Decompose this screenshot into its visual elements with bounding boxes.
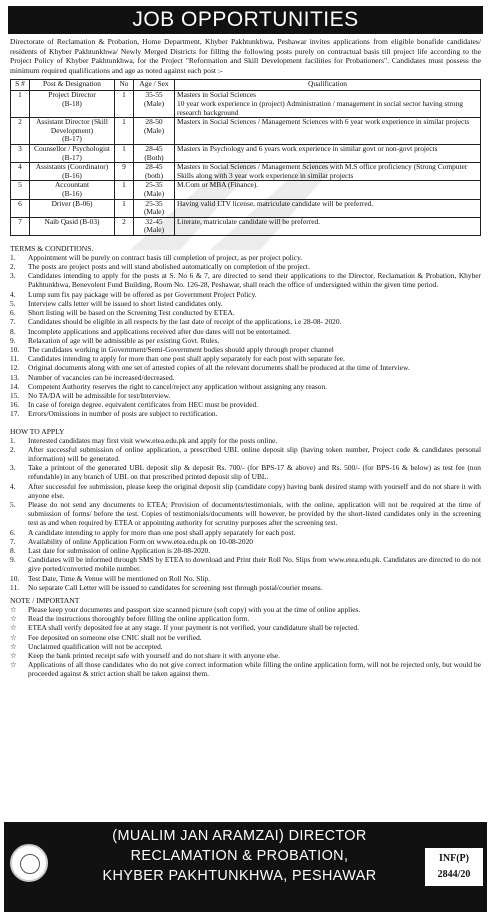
- list-item-marker: 3.: [10, 271, 16, 281]
- list-item: [10, 463, 481, 481]
- list-item-text: Incomplete applications and applications received after due dates will not be entertained.: [28, 326, 291, 336]
- list-item: [10, 317, 481, 326]
- list-item-text: Unclaimed qualification will not be accepted.: [28, 641, 163, 651]
- list-item-text: Availability of online Application Form on www.etea.edu.pk on 10-08-2020: [28, 536, 253, 546]
- list-item: [10, 373, 481, 382]
- cell-no: 1: [122, 117, 126, 127]
- cell-age: 28-45: [145, 143, 163, 153]
- list-item-marker: 8.: [10, 326, 16, 336]
- table-cell: [115, 163, 134, 181]
- posts-table: [10, 79, 481, 236]
- table-cell: [11, 118, 30, 145]
- list-item: [10, 537, 481, 546]
- cell-age: 32-45: [145, 216, 163, 226]
- list-item-marker: 16.: [10, 400, 20, 410]
- list-item-marker: 2.: [10, 444, 16, 454]
- list-item-text: The candidates working in Government/Semi-Government bodies should apply through proper channel: [28, 344, 334, 354]
- list-item: [10, 445, 481, 463]
- table-row: [11, 118, 481, 145]
- table-cell: [134, 181, 175, 199]
- list-item-text: After successful submission of online application, a prescribed UBL online deposit slip (having token number, Project code & candidates personal information) will be generated.: [28, 444, 481, 463]
- list-item: [10, 642, 481, 651]
- cell-sex: (Male): [143, 207, 165, 217]
- table-cell: [175, 199, 481, 217]
- terms-list: [10, 253, 481, 419]
- cell-post: Assistants (Coordinator) (B-16): [35, 162, 109, 180]
- table-cell: [134, 217, 175, 235]
- list-item-marker: 7.: [10, 536, 16, 546]
- cell-age: 35-55: [145, 90, 163, 100]
- list-item-text: Interested candidates may first visit www.etea.edu.pk and apply for the posts online.: [28, 435, 278, 445]
- list-item-text: Candidates should be eligible in all respects by the last date of receipt of the applications, i.e 28-08- 2020.: [28, 317, 342, 327]
- list-item-marker: ☆: [10, 641, 17, 651]
- list-item-marker: ☆: [10, 632, 17, 642]
- list-item-text: Keep the bank printed receipt safe with yourself and do not share it with anyone else.: [28, 651, 281, 660]
- list-item: [10, 382, 481, 391]
- footer-banner: [4, 822, 487, 912]
- table-cell: [11, 91, 30, 118]
- cell-sno: 5: [18, 180, 22, 190]
- cell-no: 1: [122, 90, 126, 100]
- list-item-marker: ☆: [10, 604, 17, 614]
- table-row: [11, 144, 481, 162]
- list-item-marker: 14.: [10, 381, 20, 391]
- cell-no: 1: [122, 198, 126, 208]
- list-item-marker: 8.: [10, 545, 16, 555]
- cell-bps: (B-17): [62, 134, 82, 144]
- cell-qualification: Masters in Psychology and 6 years work experience in similar govt or non-govt projects: [177, 143, 438, 153]
- cell-post: Assistant Director (Skill Development): [36, 117, 108, 135]
- list-item-marker: 4.: [10, 481, 16, 491]
- cell-bps: (B-16): [62, 188, 82, 198]
- signatory: [58, 826, 421, 886]
- list-item: [10, 500, 481, 528]
- cell-sno: 2: [18, 117, 22, 127]
- cell-bps: (B-17): [62, 152, 82, 162]
- list-item-text: Number of vacancies can be increased/decreased.: [28, 372, 175, 382]
- list-item: [10, 555, 481, 573]
- cell-no: 1: [122, 180, 126, 190]
- note-list: [10, 605, 481, 679]
- table-cell: [30, 144, 115, 162]
- list-item-text: Last date for submission of online Application is 28-08-2020.: [28, 545, 211, 555]
- cell-sno: 3: [18, 143, 22, 153]
- list-item: [10, 262, 481, 271]
- list-item: [10, 614, 481, 623]
- list-item-marker: 6.: [10, 308, 16, 318]
- list-item-marker: 10.: [10, 573, 20, 583]
- table-row: [11, 217, 481, 235]
- list-item: [10, 633, 481, 642]
- table-cell: [134, 199, 175, 217]
- cell-sno: 4: [18, 162, 22, 172]
- department-seal-icon: [10, 844, 48, 882]
- table-row: [11, 181, 481, 199]
- table-header-row: [11, 80, 481, 91]
- table-cell: [115, 91, 134, 118]
- table-cell: [134, 144, 175, 162]
- table-cell: [11, 217, 30, 235]
- cell-sno: 6: [18, 198, 22, 208]
- list-item-marker: 12.: [10, 363, 20, 373]
- list-item: [10, 391, 481, 400]
- list-item-marker: ☆: [10, 660, 17, 670]
- cell-sex: (Male): [143, 125, 165, 135]
- list-item-marker: 7.: [10, 317, 16, 327]
- cell-qualification: Having valid LTV license, matriculate candidate will be preferred.: [177, 198, 374, 208]
- table-cell: [30, 181, 115, 199]
- list-item-marker: 15.: [10, 390, 20, 400]
- list-item-text: Competent Authority reserves the right to cancel/reject any application without assigning any reason.: [28, 381, 328, 391]
- list-item-marker: ☆: [10, 623, 17, 633]
- table-row: [11, 163, 481, 181]
- list-item: [10, 400, 481, 409]
- header-age-sex: Age / Sex: [134, 80, 175, 91]
- list-item-text: After successful fee submission, please keep the original deposit slip (candidate copy) having bank desired stamp with yourself and do not share it with anyone else.: [28, 481, 481, 500]
- how-to-apply-list: [10, 436, 481, 592]
- table-cell: [115, 144, 134, 162]
- list-item-marker: ☆: [10, 651, 17, 660]
- list-item-text: Candidates intending to apply for the posts at S. No 6 & 7, are directed to send their applications to the Director, Reclamation & Probation, Khyber Pakhtunkhwa, Benevolent Fund Building, Room No. 126-28, Peshawar, shall reach the office of undersigned within the given time period.: [28, 271, 481, 290]
- cell-age: 28-45: [145, 162, 163, 172]
- list-item: [10, 482, 481, 500]
- list-item-marker: 1.: [10, 435, 16, 445]
- list-item-text: No separate Call Letter will be issued to candidates for screening test through postal/courier means.: [28, 582, 323, 592]
- table-cell: [11, 181, 30, 199]
- list-item-marker: 17.: [10, 409, 20, 419]
- list-item-text: Candidates intending to apply for more than one post shall apply separately for each post with separate fee.: [28, 354, 345, 364]
- cell-bps: (B-18): [62, 98, 82, 108]
- list-item-text: Please do not send any documents to ETEA; Provision of documents/testimonials, with the online, application will not be required at the time of submission of forms/ before the test. Copies of testimonials/documents will however, be provided by the short-listed candidates only in the screening test as and when required by ETEA or appointing authority for scrutiny purposes after the screening test.: [28, 499, 481, 528]
- list-item-marker: 1.: [10, 252, 16, 262]
- table-cell: [11, 199, 30, 217]
- list-item-text: The posts are project posts and will stand abolished automatically on completion of the project.: [28, 262, 310, 272]
- list-item: [10, 623, 481, 632]
- table-cell: [134, 118, 175, 145]
- list-item: [10, 308, 481, 317]
- cell-sno: 7: [18, 216, 22, 226]
- table-cell: [175, 217, 481, 235]
- cell-sex: (Male): [143, 225, 165, 235]
- cell-age: 25-35: [145, 198, 163, 208]
- list-item-text: Read the instructions thoroughly before filling the online application form.: [28, 614, 250, 624]
- list-item: [10, 651, 481, 660]
- list-item-marker: 9.: [10, 555, 16, 565]
- table-cell: [115, 118, 134, 145]
- list-item-text: Test Date, Time & Venue will be mentioned on Roll No. Slip.: [28, 573, 211, 583]
- cell-sex: (Both): [144, 152, 164, 162]
- signatory-location: KHYBER PAKHTUNKHWA, PESHAWAR: [102, 868, 377, 884]
- list-item-text: Fee deposited on someone else CNIC shall not be verified.: [28, 632, 202, 642]
- table-cell: [115, 217, 134, 235]
- list-item-text: Errors/Omissions in number of posts are subject to rectification.: [28, 409, 218, 419]
- cell-post: Driver (B-06): [51, 198, 93, 208]
- list-item: [10, 336, 481, 345]
- table-cell: [175, 181, 481, 199]
- inf-code: INF(P): [439, 853, 469, 864]
- list-item: [10, 583, 481, 592]
- table-cell: [30, 91, 115, 118]
- list-item: [10, 253, 481, 262]
- list-item-text: Please keep your documents and passport size scanned picture (soft copy) with you at the time of online applies.: [28, 604, 361, 614]
- page-title: JOB OPPORTUNITIES: [8, 6, 483, 34]
- list-item: [10, 354, 481, 363]
- cell-sno: 1: [18, 90, 22, 100]
- list-item: [10, 271, 481, 289]
- intro-paragraph: Directorate of Reclamation & Probation, Home Department, Khyber Pakhtunkhwa, Peshawar invites applications from eligible bonafide candidates/ residents of Khyber Pakhtunkhwa/ Newly Merged Districts for filling the following posts purely on contractual basis till project life according to the Project Policy of Khyber Pakhtunkhwa, for the Project "Reformation and Skill Development facilities for Probationers". Candidates must possess the minimum required qualifications and age as noted against each post :-: [10, 37, 481, 75]
- list-item: [10, 436, 481, 445]
- list-item: [10, 605, 481, 614]
- table-cell: [30, 163, 115, 181]
- list-item-marker: 3.: [10, 463, 16, 473]
- cell-post: Project Director: [48, 90, 96, 100]
- list-item-marker: 5.: [10, 499, 16, 509]
- cell-qualification: Masters in Social Sciences / Management Sciences with M.S office proficiency (Strong Computer Skills along with 3 year work experience in similar projects: [177, 162, 468, 180]
- table-row: [11, 91, 481, 118]
- header-qualification: Qualification: [175, 80, 481, 91]
- list-item: [10, 327, 481, 336]
- table-row: [11, 199, 481, 217]
- table-cell: [11, 163, 30, 181]
- terms-title: TERMS & CONDITIONS.: [10, 243, 94, 253]
- table-cell: [175, 144, 481, 162]
- list-item-text: Candidates will be informed through SMS by ETEA to download and Print their Roll No. Slips from www.etea.edu.pk. Candidates are directed to do not give ported/converted mobile number.: [28, 555, 481, 574]
- list-item: [10, 290, 481, 299]
- cell-post: Naib Qasid (B-03): [44, 216, 100, 226]
- signatory-name: (MUALIM JAN ARAMZAI) DIRECTOR: [112, 828, 367, 844]
- list-item-marker: 11.: [10, 582, 19, 592]
- cell-post: Accountant: [54, 180, 90, 190]
- list-item: [10, 574, 481, 583]
- header-post: Post & Designation: [30, 80, 115, 91]
- list-item-text: No TA/DA will be admissible for test/Interview.: [28, 390, 171, 400]
- list-item-text: Take a printout of the generated UBL deposit slip & deposit Rs. 700/- (for BPS-17 & above) and Rs. 500/- (for BPS-16 & below) as test fee (non refundable) in any branch of UBL on that prescribed printed deposit slip of UBL.: [28, 463, 481, 482]
- list-item-text: Applications of all those candidates who do not give correct information while filling the online application form, will not be rejected only, but would be proceeded against & strict action shall be taken against them.: [28, 660, 481, 679]
- list-item-text: Original documents along with one set of attested copies of all the relevant documents shall be produced at the time of Interview.: [28, 363, 410, 373]
- list-item-marker: 6.: [10, 527, 16, 537]
- list-item-text: In case of foreign degree. equivalent certificates from HEC must be provided.: [28, 400, 259, 410]
- list-item-text: Interview calls letter will be issued to short listed candidates only.: [28, 298, 223, 308]
- list-item-marker: 11.: [10, 354, 19, 364]
- table-cell: [175, 91, 481, 118]
- list-item-text: Appointment will be purely on contract basis till completion of project, as per project policy.: [28, 252, 303, 262]
- cell-qualification: M.Com or MBA (Finance).: [177, 180, 259, 190]
- how-to-apply-title: HOW TO APPLY: [10, 426, 65, 436]
- list-item-text: Relaxation of age will be admissible as per existing Govt. Rules.: [28, 335, 220, 345]
- table-cell: [115, 199, 134, 217]
- list-item-text: A candidate intending to apply for more than one post shall apply separately for each post.: [28, 527, 296, 537]
- list-item-marker: ☆: [10, 614, 17, 624]
- inf-number: 2844/20: [437, 869, 471, 880]
- table-cell: [30, 118, 115, 145]
- cell-age: 28-50: [145, 117, 163, 127]
- cell-no: 9: [122, 162, 126, 172]
- list-item: [10, 345, 481, 354]
- cell-sex: (Male): [143, 188, 165, 198]
- signatory-office: RECLAMATION & PROBATION,: [130, 848, 349, 864]
- list-item: [10, 299, 481, 308]
- list-item: [10, 528, 481, 537]
- list-item-marker: 9.: [10, 335, 16, 345]
- table-cell: [175, 163, 481, 181]
- list-item-marker: 13.: [10, 372, 20, 382]
- note-title: NOTE / IMPORTANT: [10, 595, 80, 605]
- list-item: [10, 409, 481, 418]
- table-cell: [115, 181, 134, 199]
- cell-no: 2: [122, 216, 126, 226]
- list-item-marker: 10.: [10, 344, 20, 354]
- header-no: No: [115, 80, 134, 91]
- cell-qualification: Literate, matriculate candidate will be preferred.: [177, 216, 321, 226]
- list-item-marker: 5.: [10, 298, 16, 308]
- list-item-marker: 4.: [10, 289, 16, 299]
- inf-code-box: [425, 848, 483, 886]
- header-sno: S #: [11, 80, 30, 91]
- table-cell: [30, 199, 115, 217]
- list-item-text: Short listing will be based on the Screening Test conducted by ETEA.: [28, 308, 235, 318]
- cell-qualification: Masters in Social Sciences 10 year work experience in (project) Administration / management in social sector having strong research background: [177, 90, 463, 117]
- table-cell: [30, 217, 115, 235]
- cell-age: 25-35: [145, 180, 163, 190]
- list-item-marker: 2.: [10, 262, 16, 272]
- cell-no: 1: [122, 143, 126, 153]
- list-item: [10, 660, 481, 678]
- list-item: [10, 546, 481, 555]
- cell-sex: (Male): [143, 98, 165, 108]
- table-cell: [134, 163, 175, 181]
- cell-post: Counsellor / Psychologist: [34, 143, 110, 153]
- list-item: [10, 363, 481, 372]
- cell-sex: (both): [144, 170, 164, 180]
- table-cell: [134, 91, 175, 118]
- table-cell: [175, 118, 481, 145]
- table-cell: [11, 144, 30, 162]
- cell-qualification: Masters in Social Sciences / Management Sciences with 6 year work experience in similar projects: [177, 117, 470, 127]
- list-item-text: Lump sum fix pay package will be offered as per Government Project Policy.: [28, 289, 257, 299]
- list-item-text: ETEA shall verify deposited fee at any stage. If your payment is not verified, your candidature shall be rejected.: [28, 623, 360, 633]
